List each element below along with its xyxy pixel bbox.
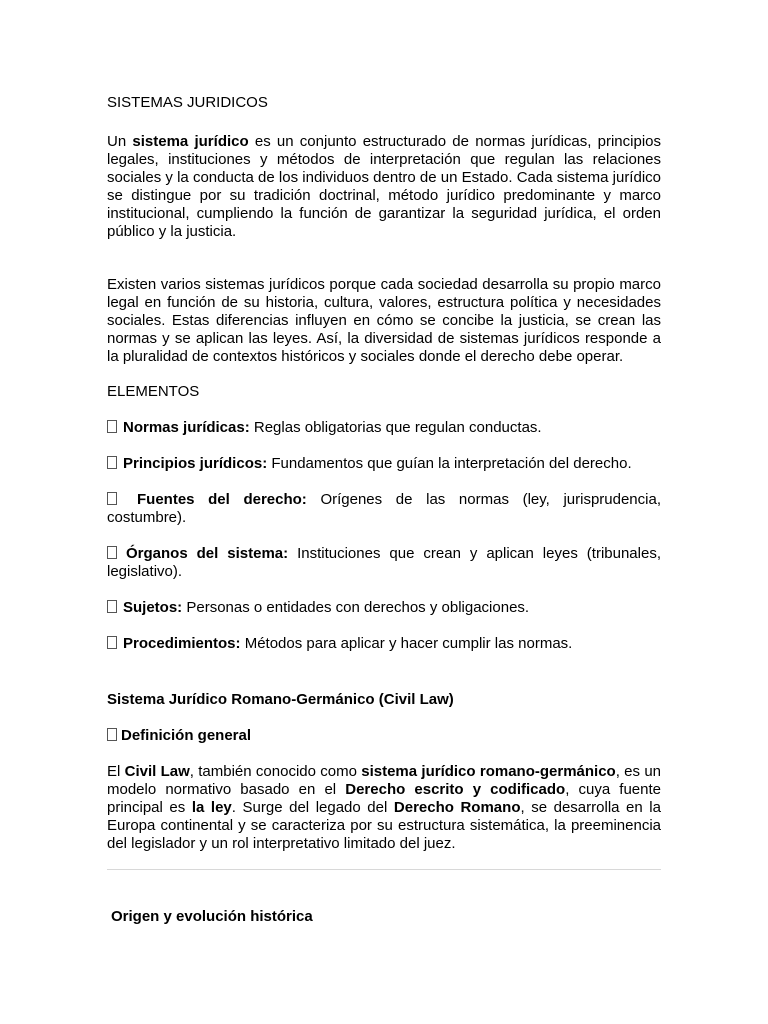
document-title: SISTEMAS JURIDICOS <box>107 94 268 111</box>
civil-law-text: , es un modelo normativo basado en el <box>107 763 661 798</box>
definition-heading-text: Definición general <box>121 727 252 744</box>
element-item <box>107 491 661 527</box>
bullet-symbol-icon <box>107 600 117 613</box>
divider <box>107 869 661 870</box>
intro-text-rest: es un conjunto estructurado de normas jurídicas, principios legales, instituciones y métodos de interpretación que regulan las relaciones sociales y la conducta de los individuos dentro de un Estado. Cada sistema jurídico se distingue por su tradición doctrinal, método jurídico predominante y marco institucional, cumpliendo la función de garantizar la seguridad jurídica, el orden público y la justicia. <box>107 133 661 240</box>
element-term: Procedimientos: <box>123 635 241 652</box>
element-desc: Personas o entidades con derechos y obligaciones. <box>182 599 530 616</box>
bullet-symbol-icon <box>107 456 117 469</box>
element-term: Normas jurídicas: <box>123 419 250 436</box>
civil-law-bold: sistema jurídico romano-germánico <box>361 763 616 780</box>
element-item <box>107 635 661 653</box>
bullet-symbol-icon <box>107 728 117 741</box>
element-item <box>107 545 661 581</box>
intro-paragraph <box>107 133 661 241</box>
definition-heading <box>107 727 661 745</box>
origin-heading-text: Origen y evolución histórica <box>111 908 313 925</box>
element-term: Sujetos: <box>123 599 183 616</box>
intro-term: sistema jurídico <box>132 133 249 150</box>
civil-law-bold: la ley <box>191 799 232 816</box>
bullet-symbol-icon <box>107 546 117 559</box>
element-item <box>107 455 661 473</box>
civil-law-paragraph <box>107 763 661 853</box>
bullet-symbol-icon <box>107 492 117 505</box>
elements-heading: ELEMENTOS <box>107 383 200 400</box>
element-term: Órganos del sistema: <box>126 545 289 562</box>
civil-law-bold: Derecho escrito y codificado <box>345 781 566 798</box>
diversity-paragraph: Existen varios sistemas jurídicos porque cada sociedad desarrolla su propio marco legal en función de su historia, cultura, valores, estructura política y necesidades sociales. Estas diferencias influyen en cómo se concibe la justicia, se crean las normas y se aplican las leyes. Así, la diversidad de sistemas jurídicos responde a la pluralidad de contextos históricos y sociales donde el derecho debe operar. <box>107 276 661 365</box>
element-desc: Orígenes de las normas (ley, jurisprudencia, costumbre). <box>107 491 661 526</box>
civil-law-text: , cuya fuente principal es <box>107 781 661 816</box>
origin-heading <box>111 908 665 926</box>
element-desc: Métodos para aplicar y hacer cumplir las normas. <box>240 635 573 652</box>
civil-law-text: El <box>107 763 125 780</box>
civil-law-text: , también conocido como <box>189 763 362 780</box>
section-title <box>107 691 661 709</box>
section-title-text: Sistema Jurídico Romano-Germánico (Civil Law) <box>107 691 454 708</box>
element-desc: Instituciones que crean y aplican leyes (tribunales, legislativo). <box>107 545 661 580</box>
element-item <box>107 419 661 437</box>
element-desc: Fundamentos que guían la interpretación del derecho. <box>267 455 632 472</box>
civil-law-bold: Derecho Romano <box>393 799 521 816</box>
element-desc: Reglas obligatorias que regulan conductas. <box>249 419 542 436</box>
civil-law-text: . Surge del legado del <box>231 799 394 816</box>
element-item <box>107 599 661 617</box>
intro-text-start: Un <box>107 133 127 150</box>
element-term: Fuentes del derecho: <box>137 491 307 508</box>
element-term: Principios jurídicos: <box>123 455 268 472</box>
bullet-symbol-icon <box>107 420 117 433</box>
bullet-symbol-icon <box>107 636 117 649</box>
civil-law-bold: Civil Law <box>124 763 190 780</box>
civil-law-text: , se desarrolla en la Europa continental y se caracteriza por su estructura sistemática, la preeminencia del legislador y un rol interpretativo limitado del juez. <box>107 799 661 852</box>
